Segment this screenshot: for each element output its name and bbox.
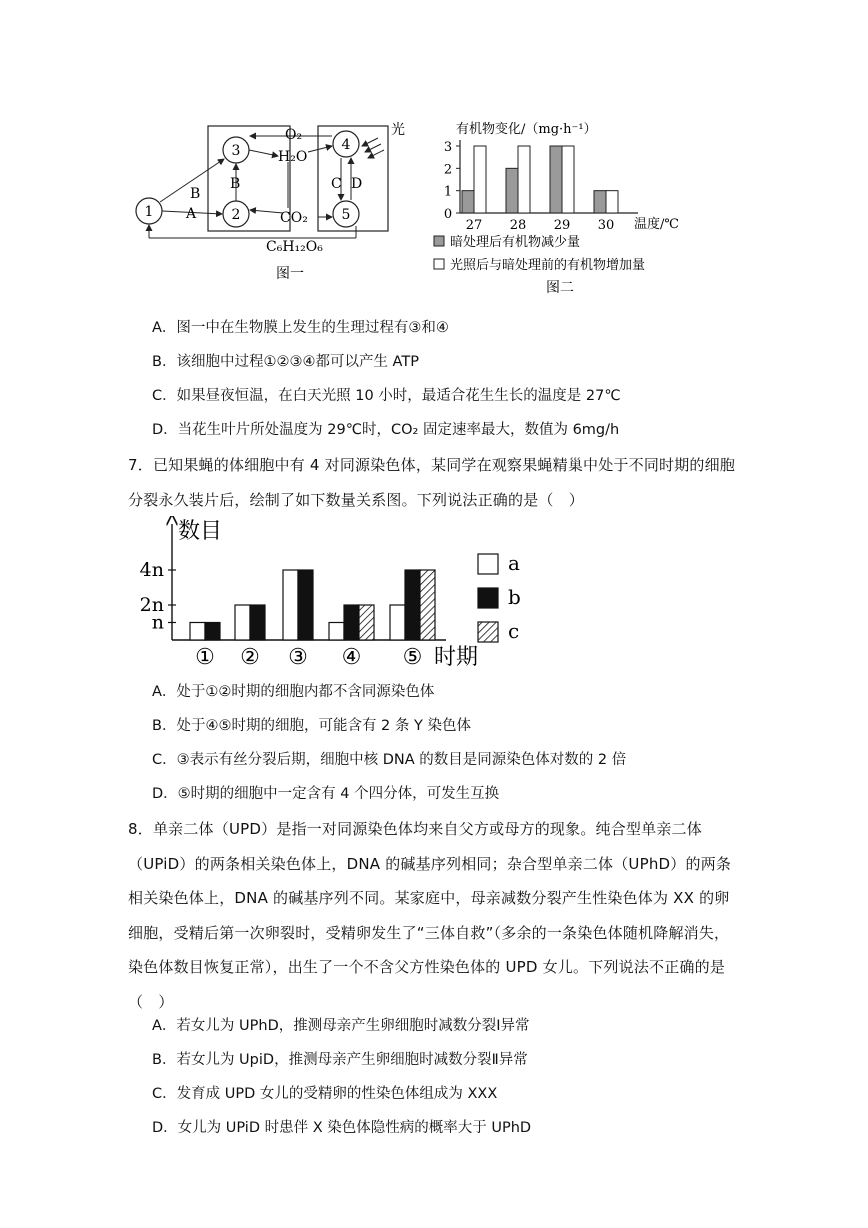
x-tick-label: ③ [288, 645, 308, 670]
y-tick-label: 2n [139, 594, 164, 616]
y-tick-label: n [151, 611, 164, 634]
q7-option-c: C．③表示有丝分裂后期，细胞中核 DNA 的数目是同源染色体对数的 2 倍 [152, 752, 627, 768]
figure2-chart [428, 116, 698, 301]
bar-b [344, 605, 359, 640]
q6-option-b: B．该细胞中过程①②③④都可以产生 ATP [152, 354, 419, 370]
svg-text:C: C [331, 176, 342, 192]
bar-a [190, 623, 205, 641]
legend-swatch-c [478, 622, 498, 642]
svg-text:O₂: O₂ [285, 127, 303, 143]
bar-light [518, 146, 530, 213]
x-tick-label: ① [195, 645, 215, 670]
q7-option-b: B．处于④⑤时期的细胞，可能含有 2 条 Y 染色体 [152, 718, 471, 734]
bar-a [329, 623, 344, 641]
svg-text:CO₂: CO₂ [280, 210, 308, 226]
legend-swatch-b [478, 588, 498, 608]
svg-text:H₂O: H₂O [278, 149, 308, 165]
y-tick-label: 3 [443, 140, 453, 155]
figure3-chart [128, 516, 548, 674]
bar-c [420, 570, 435, 640]
svg-text:1: 1 [144, 204, 154, 220]
svg-text:C₆H₁₂O₆: C₆H₁₂O₆ [266, 239, 323, 255]
svg-text:图一: 图一 [276, 266, 304, 282]
x-tick-label: 27 [465, 218, 483, 233]
bar-light [606, 191, 618, 213]
bar-dark [462, 191, 474, 213]
legend-swatch-a [478, 554, 498, 574]
svg-text:2: 2 [231, 207, 241, 223]
svg-text:5: 5 [341, 207, 351, 223]
bar-a [235, 605, 250, 640]
bar-c [359, 605, 374, 640]
y-tick-label: 4n [139, 559, 164, 581]
y-tick-label: 0 [443, 207, 453, 222]
bar-dark [594, 191, 606, 213]
q8-option-b: B．若女儿为 UpiD，推测母亲产生卵细胞时减数分裂Ⅱ异常 [152, 1052, 528, 1068]
bar-a [283, 570, 298, 640]
q8-option-d: D．女儿为 UPiD 时患伴 X 染色体隐性病的概率大于 UPhD [152, 1120, 532, 1136]
q7-option-a: A．处于①②时期的细胞内都不含同源染色体 [152, 684, 435, 700]
x-tick-label: 30 [597, 218, 615, 233]
chart3-xlabel: 时期 [434, 645, 479, 670]
figure2-caption: 图二 [546, 280, 574, 296]
svg-text:光: 光 [391, 122, 405, 138]
svg-text:3: 3 [231, 143, 241, 159]
svg-text:A: A [186, 206, 197, 222]
svg-text:4: 4 [341, 137, 351, 153]
bar-light [562, 146, 574, 213]
q6-option-d: D．当花生叶片所处温度为 29℃时，CO₂ 固定速率最大，数值为 6mg/h [152, 422, 620, 438]
q8-option-c: C．发育成 UPD 女儿的受精卵的性染色体组成为 XXX [152, 1086, 498, 1102]
chart2-xlabel: 温度/℃ [634, 217, 679, 232]
q8-option-a: A．若女儿为 UPhD，推测母亲产生卵细胞时减数分裂Ⅰ异常 [152, 1018, 530, 1034]
q8-stem: 8．单亲二体（UPD）是指一对同源染色体均来自父方或母方的现象。纯合型单亲二体（UPiD）的两条相关染色体上，DNA 的碱基序列相同；杂合型单亲二体（UPhD）的两条相关染色体上，DNA 的碱基序列不同。某家庭中，母亲减数分裂产生性染色体为 XX 的卵细胞，受精后第一次卵裂时，受精卵发生了“三体自救”（多余的一条染色体随机降解消失，染色体数目恢复正常），出生了一个不含父方性染色体的 UPD 女儿。下列说法不正确的是（ ） [128, 820, 732, 1011]
bar-a [390, 605, 405, 640]
x-tick-label: ④ [341, 645, 362, 670]
legend-label-light: 光照后与暗处理前的有机物增加量 [450, 258, 646, 273]
y-tick-label: 1 [443, 184, 453, 200]
figure1-diagram [128, 118, 418, 288]
x-tick-label: ⑤ [402, 645, 423, 670]
chart3-ylabel: 数目 [178, 519, 223, 544]
bar-dark [550, 146, 562, 213]
q7-stem: 7．已知果蝇的体细胞中有 4 对同源染色体，某同学在观察果蝇精巢中处于不同时期的细胞分裂永久装片后，绘制了如下数量关系图。下列说法正确的是（ ） [128, 456, 736, 509]
bar-b [298, 570, 313, 640]
legend-label-dark: 暗处理后有机物减少量 [450, 235, 581, 250]
y-tick-label: 2 [443, 162, 453, 178]
svg-text:B: B [230, 176, 241, 192]
bar-b [205, 623, 220, 641]
bar-light [474, 146, 486, 213]
bar-b [250, 605, 265, 640]
legend-label-c: c [508, 619, 520, 643]
legend-label-b: b [508, 585, 521, 609]
svg-text:D: D [351, 176, 363, 192]
legend-label-a: a [508, 551, 520, 575]
x-tick-label: 29 [553, 218, 571, 233]
bar-dark [506, 168, 518, 213]
chart2-ylabel: 有机物变化/（mg·h⁻¹） [456, 122, 597, 137]
svg-text:B: B [190, 186, 201, 202]
legend-swatch-dark [434, 236, 444, 246]
legend-swatch-light [434, 259, 444, 269]
q6-option-a: A．图一中在生物膜上发生的生理过程有③和④ [152, 320, 449, 336]
bar-b [405, 570, 420, 640]
q7-option-d: D．⑤时期的细胞中一定含有 4 个四分体，可发生互换 [152, 786, 500, 802]
q6-option-c: C．如果昼夜恒温，在白天光照 10 小时，最适合花生生长的温度是 27℃ [152, 388, 621, 404]
x-tick-label: ② [240, 645, 260, 670]
x-tick-label: 28 [509, 218, 527, 233]
